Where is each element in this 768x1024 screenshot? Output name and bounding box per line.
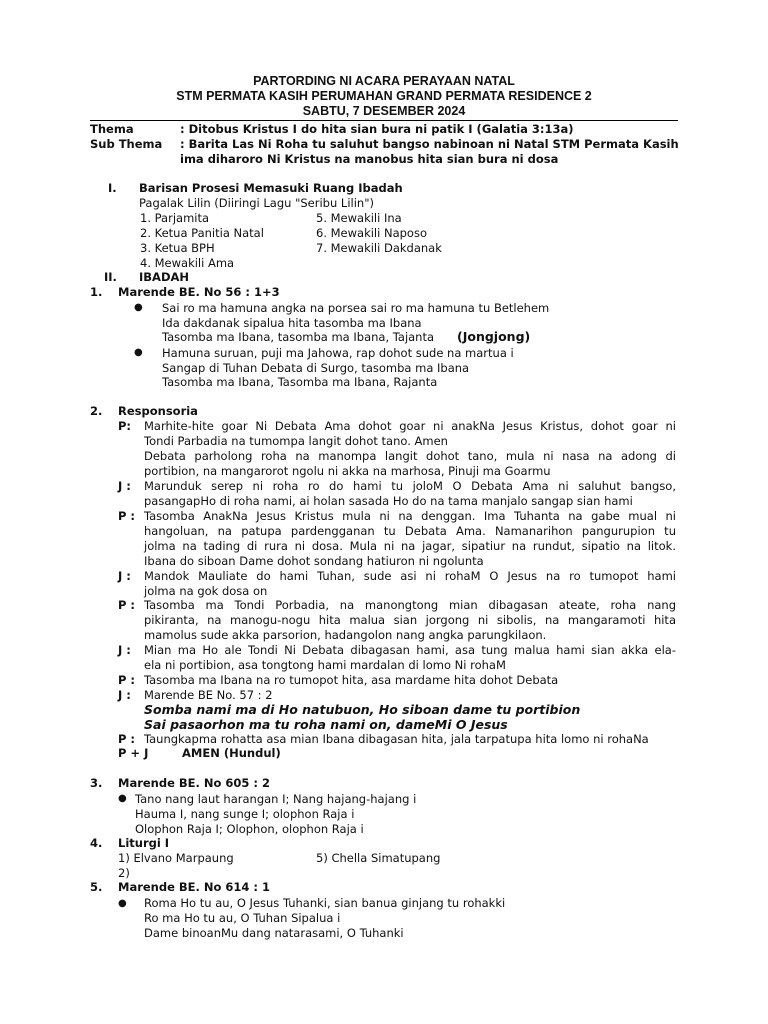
response-line: Marunduk serep ni roha ro do hami tu joloM O Debata Ama ni saluhut bangso, bbox=[144, 479, 676, 493]
hymn-line: Ro ma Ho tu au, O Tuhan Sipalua i bbox=[144, 911, 341, 925]
response-line: ela ni portibion, asa tongtong hami mardalan di lomo Ni rohaM bbox=[144, 658, 506, 672]
speaker-label: P : bbox=[118, 732, 136, 746]
speaker-label: J : bbox=[118, 569, 131, 583]
speaker-label: P : bbox=[118, 509, 136, 523]
hymn-line: Tano nang laut harangan I; Nang hajang-hajang i bbox=[135, 792, 417, 806]
response-line: jolma na gok dosa on bbox=[144, 584, 268, 598]
section-title: IBADAH bbox=[139, 270, 190, 284]
speaker-label: P : bbox=[118, 598, 136, 612]
procession-item: 4. Mewakili Ama bbox=[140, 256, 235, 270]
item-number: 4. bbox=[90, 836, 103, 850]
response-line: Marhite-hite goar Ni Debata Ama dohot goar ni anakNa Jesus Kristus, dohot goar ni bbox=[144, 419, 676, 433]
item-title: Marende BE. No 56 : 1+3 bbox=[118, 285, 280, 299]
speaker-label: P + J bbox=[118, 746, 149, 760]
response-line: pikiranta, na manogu-nogu hita malua sian jorgong ni sibolis, na mangaramoti hita bbox=[144, 613, 676, 627]
hymn-line: Olophon Raja I; Olophon, olophon Raja i bbox=[135, 822, 364, 836]
bullet-icon: ● bbox=[134, 302, 143, 313]
hymn-line: Sangap di Tuhan Debata di Surgo, tasomba ma Ibana bbox=[162, 361, 470, 375]
posture-note: (Jongjong) bbox=[457, 329, 531, 344]
event-date: SABTU, 7 DESEMBER 2024 bbox=[302, 104, 466, 118]
response-line: Marende BE No. 57 : 2 bbox=[144, 688, 273, 702]
item-title: Liturgi I bbox=[118, 836, 170, 850]
organization-name: STM PERMATA KASIH PERUMAHAN GRAND PERMATA RESIDENCE 2 bbox=[176, 89, 592, 103]
item-title: Responsoria bbox=[118, 404, 198, 418]
response-line: Tasomba ma Tondi Porbadia, na manongtong mian dibagasan ateate, roha nang bbox=[144, 598, 676, 612]
item-title: Marende BE. No 614 : 1 bbox=[118, 880, 271, 894]
hymn-line: Tasomba ma Ibana, Tasomba ma Ibana, Rajanta bbox=[162, 375, 438, 389]
procession-item: 5. Mewakili Ina bbox=[316, 211, 402, 225]
response-line: mamolus sude akka parsorion, hadangolon nang angka parungkilaon. bbox=[144, 628, 547, 642]
procession-item: 7. Mewakili Dakdanak bbox=[316, 241, 442, 255]
item-number: 5. bbox=[90, 880, 103, 894]
section-number: II. bbox=[104, 270, 117, 284]
thema-text: : Ditobus Kristus I do hita sian bura ni patik I (Galatia 3:13a) bbox=[180, 122, 574, 136]
hymn-line: Hauma I, nang sunge I; olophon Raja i bbox=[135, 807, 355, 821]
procession-item: 1. Parjamita bbox=[140, 211, 210, 225]
bullet-icon: ● bbox=[118, 793, 127, 804]
hymn-line: Hamuna suruan, puji ma Jahowa, rap dohot sude na martua i bbox=[162, 346, 514, 360]
item-title: Marende BE. No 605 : 2 bbox=[118, 776, 271, 790]
response-line: portibion, na mangarorot ngolu ni akka na marhosa, Pinuji ma Goarmu bbox=[144, 464, 551, 478]
hymn-line: Dame binoanMu dang natarasami, O Tuhanki bbox=[144, 926, 404, 940]
subthema-label: Sub Thema bbox=[90, 137, 163, 151]
section-number: I. bbox=[108, 181, 117, 195]
reader-entry: 1) Elvano Marpaung bbox=[118, 851, 234, 865]
amen-response: AMEN (Hundul) bbox=[182, 746, 281, 760]
section-subtitle: Pagalak Lilin (Diiringi Lagu "Seribu Lilin") bbox=[139, 196, 374, 210]
response-line: Mian ma Ho ale Tondi Ni Debata dibagasan hami, asa tung malua hami sian akka ela- bbox=[144, 643, 676, 657]
hymn-line: Tasomba ma Ibana, tasomba ma Ibana, Tajanta bbox=[162, 330, 435, 344]
procession-item: 2. Ketua Panitia Natal bbox=[140, 226, 264, 240]
response-line: Debata parholong roha na manompa langit dohot tano, mula ni nasa na adong di bbox=[144, 449, 676, 463]
reader-entry: 2) bbox=[118, 866, 130, 880]
response-line: Tasomba AnakNa Jesus Kristus mula ni na denggan. Ima Tuhanta na gabe mual ni bbox=[144, 509, 676, 523]
response-line: Ibana do siboan Dame dohot sondang hatiuron ni ngolunta bbox=[144, 554, 484, 568]
hymn-line: Ida dakdanak sipalua hita tasomba ma Ibana bbox=[162, 316, 422, 330]
hymn-line: Sai ro ma hamuna angka na porsea sai ro ma hamuna tu Betlehem bbox=[162, 301, 550, 315]
subthema-line: : Barita Las Ni Roha tu saluhut bangso nabinoan ni Natal STM Permata Kasih bbox=[180, 137, 679, 151]
reader-entry: 5) Chella Simatupang bbox=[316, 851, 441, 865]
speaker-label: J : bbox=[118, 643, 131, 657]
subthema-line: ima diharoro Ni Kristus na manobus hita sian bura ni dosa bbox=[180, 152, 559, 166]
response-line: jolma na tading di rura ni dosa. Mula ni na jagar, sipatiur na rundut, sipatio na litok. bbox=[144, 539, 676, 553]
section-title: Barisan Prosesi Memasuki Ruang Ibadah bbox=[139, 181, 403, 195]
procession-item: 6. Mewakili Naposo bbox=[316, 226, 427, 240]
item-number: 2. bbox=[90, 404, 103, 418]
response-line: Tondi Parbadia na tumompa langit dohot tano. Amen bbox=[144, 434, 448, 448]
speaker-label: J : bbox=[118, 479, 131, 493]
item-number: 1. bbox=[90, 285, 103, 299]
speaker-label: J : bbox=[118, 688, 131, 702]
response-line: pasangapHo di roha nami, ai holan sasada Ho do na tama manjalo sangap sian hami bbox=[144, 494, 633, 508]
speaker-label: P: bbox=[118, 419, 132, 433]
bullet-icon: ● bbox=[118, 898, 127, 909]
speaker-label: P : bbox=[118, 673, 136, 687]
item-number: 3. bbox=[90, 776, 103, 790]
procession-item: 3. Ketua BPH bbox=[140, 241, 215, 255]
response-line: Taungkapma rohatta asa mian Ibana dibagasan hita, jala tarpatupa hita lomo ni rohaNa bbox=[144, 732, 649, 746]
hymn-lyric: Sai pasaorhon ma tu roha nami on, dameMi O Jesus bbox=[144, 717, 508, 732]
document-title: PARTORDING NI ACARA PERAYAAN NATAL bbox=[253, 74, 515, 88]
response-line: hangoluan, na patupa pardengganan tu Debata Ama. Namanarihon pangurupion tu bbox=[144, 524, 676, 538]
thema-label: Thema bbox=[90, 122, 134, 136]
header-divider bbox=[90, 120, 678, 121]
hymn-lyric: Somba nami ma di Ho natubuon, Ho siboan dame tu portibion bbox=[144, 702, 581, 717]
bullet-icon: ● bbox=[134, 347, 143, 358]
response-line: Mandok Mauliate do hami Tuhan, sude asi ni rohaM O Jesus na ro tumopot hami bbox=[144, 569, 676, 583]
hymn-line: Roma Ho tu au, O Jesus Tuhanki, sian banua ginjang tu rohakki bbox=[144, 896, 506, 910]
response-line: Tasomba ma Ibana na ro tumopot hita, asa mardame hita dohot Debata bbox=[144, 673, 559, 687]
